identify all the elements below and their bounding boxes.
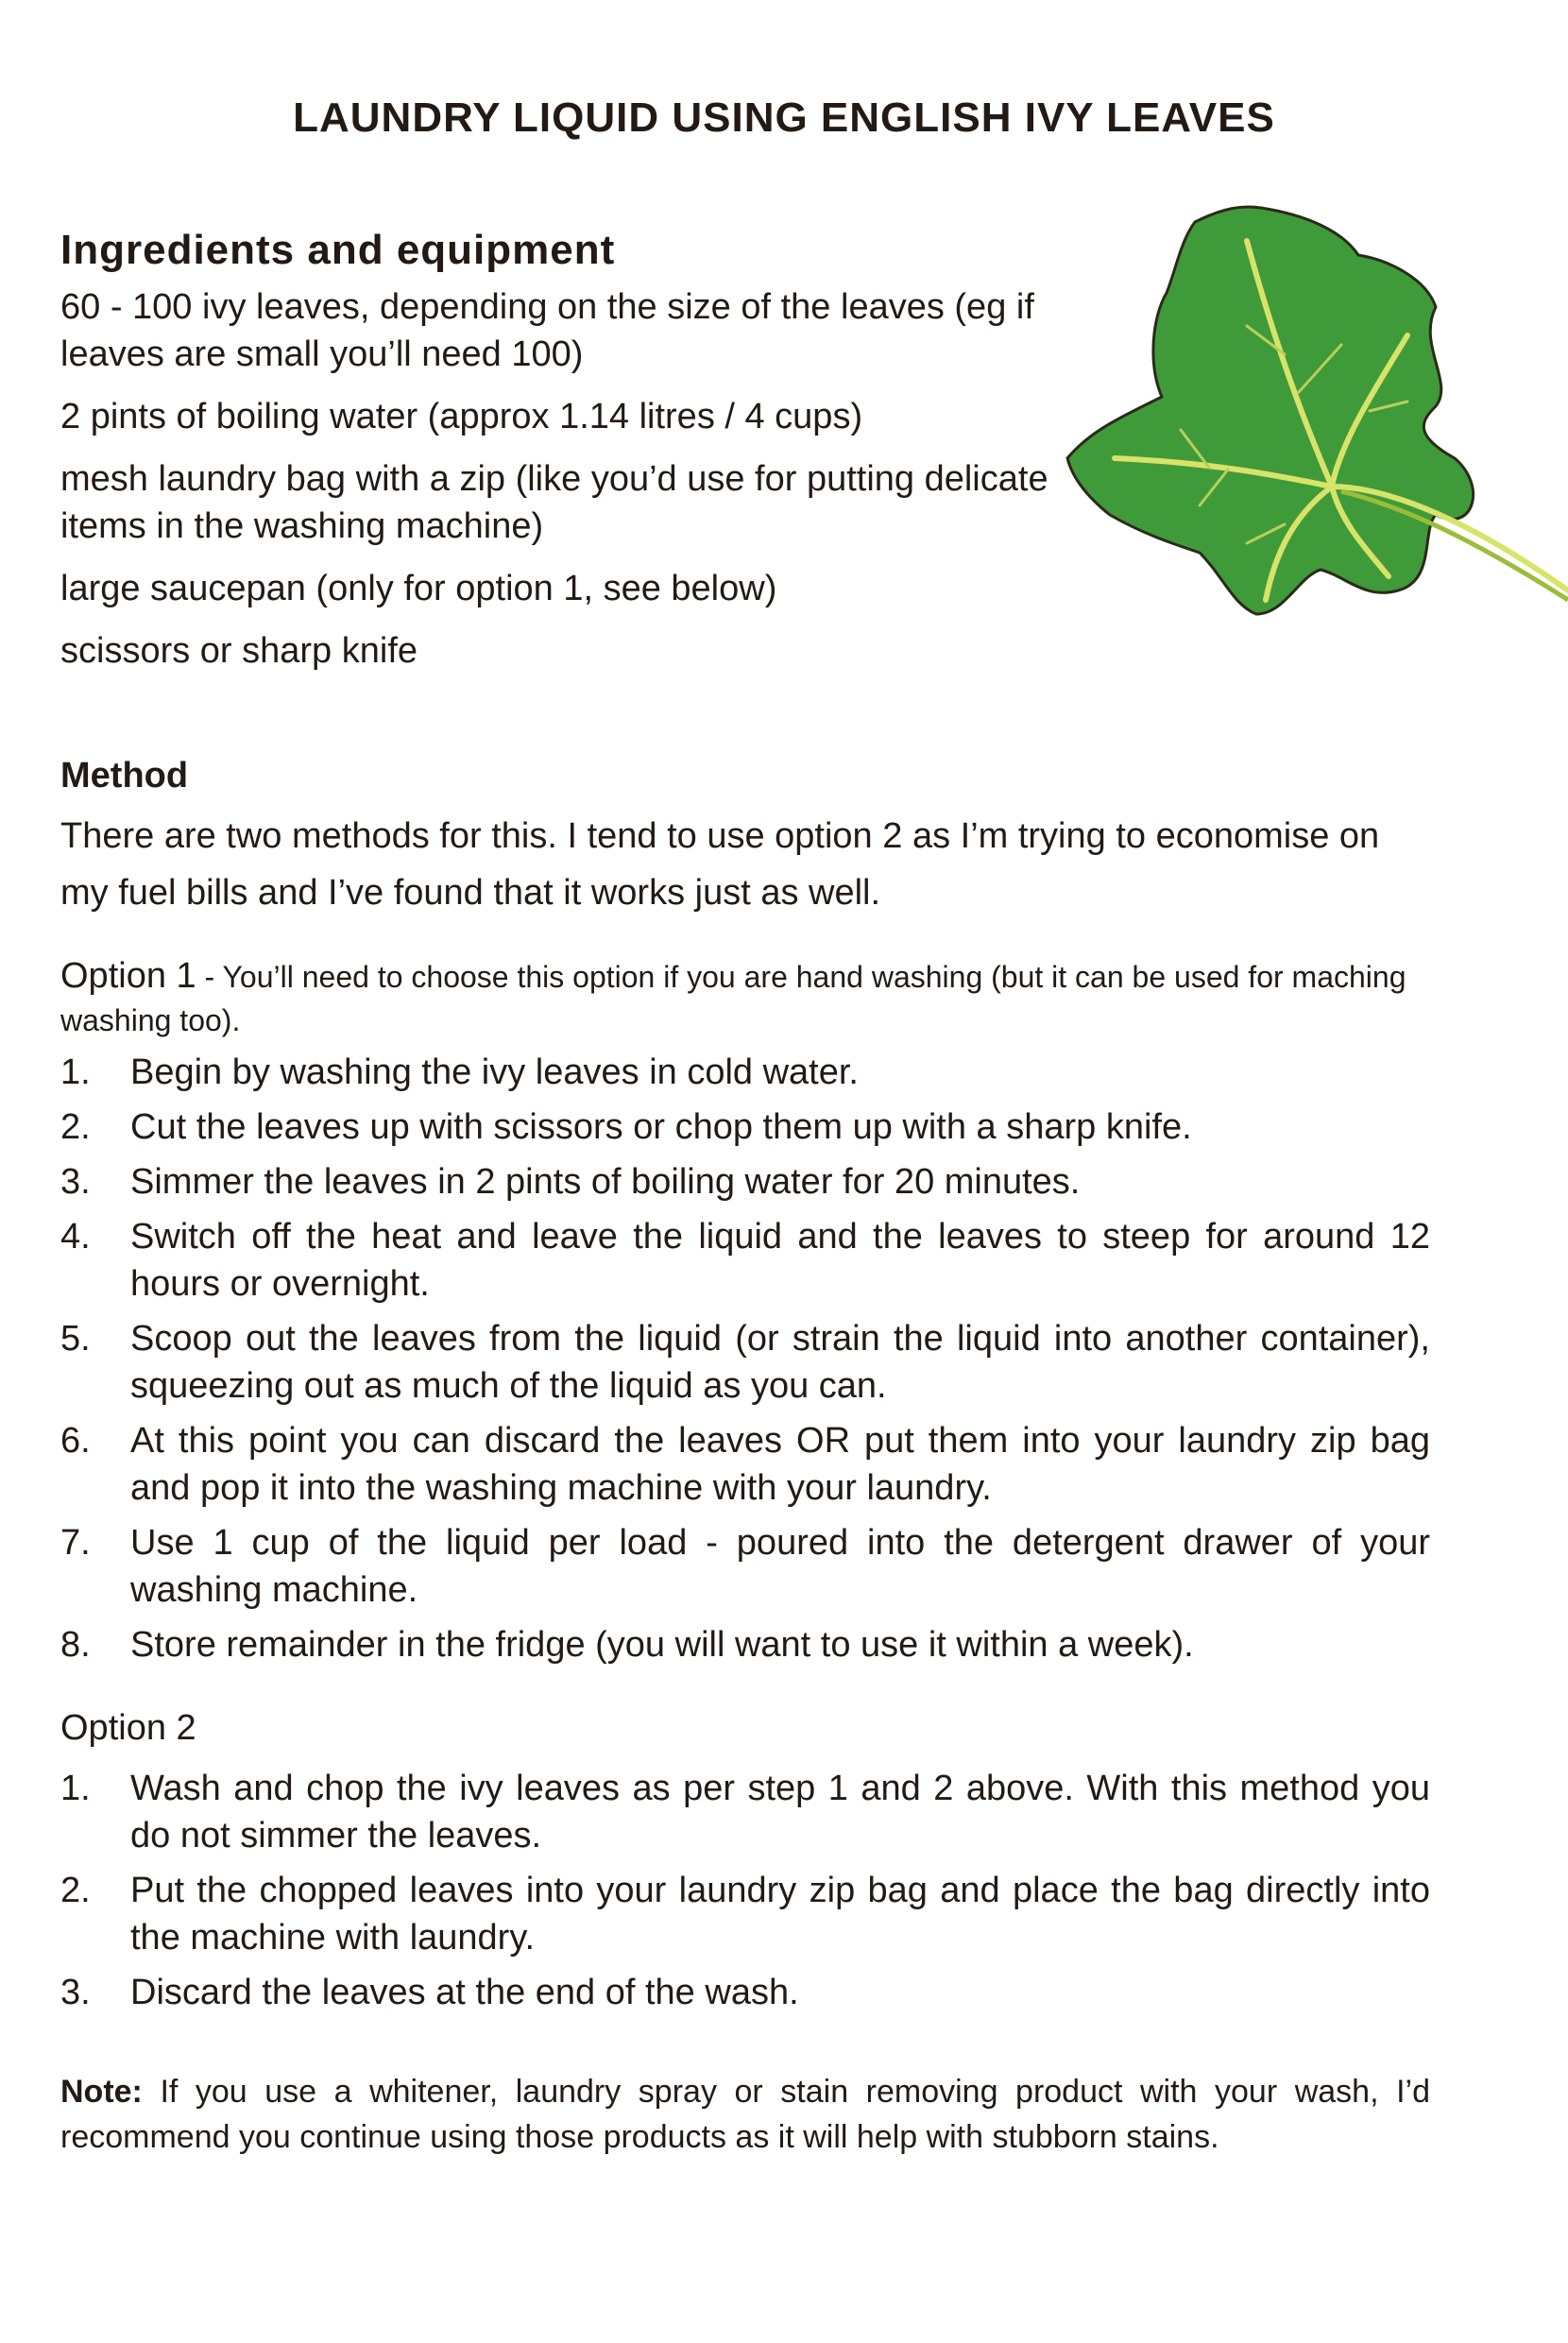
- step-number: 2.: [60, 1871, 91, 1910]
- ingredient-item: mesh laundry bag with a zip (like you’d use for putting delicate items in the washing machine): [60, 459, 1048, 546]
- step-item: [60, 1049, 1430, 1096]
- note-label: Note:: [60, 2074, 143, 2110]
- ivy-leaf-icon: [1058, 203, 1568, 638]
- step-number: 7.: [60, 1523, 91, 1563]
- ingredient-item: 60 - 100 ivy leaves, depending on the size of the leaves (eg if leaves are small you’ll need 100): [60, 287, 1034, 374]
- step-text: Simmer the leaves in 2 pints of boiling water for 20 minutes.: [130, 1162, 1081, 1202]
- step-number: 1.: [60, 1052, 91, 1092]
- step-text: Put the chopped leaves into your laundry zip bag and place the bag directly into the machine with laundry.: [130, 1871, 1430, 1958]
- step-text: Scoop out the leaves from the liquid (or strain the liquid into another container), squeezing out as much of the liquid as you can.: [130, 1319, 1430, 1406]
- option1-header: [60, 954, 1430, 1042]
- step-number: 4.: [60, 1217, 91, 1257]
- step-item: [60, 1315, 1430, 1410]
- step-item: [60, 1417, 1430, 1512]
- ingredients-list: [60, 283, 1062, 690]
- step-text: Use 1 cup of the liquid per load - poured into the detergent drawer of your washing machine.: [130, 1523, 1430, 1610]
- step-number: 5.: [60, 1319, 91, 1359]
- step-item: [60, 1158, 1430, 1206]
- option1-label: Option 1: [60, 956, 196, 996]
- option1-description: - You’ll need to choose this option if you are hand washing (but it can be used for maching washing too).: [60, 960, 1406, 1037]
- step-number: 2.: [60, 1107, 91, 1147]
- step-item: [60, 1867, 1430, 1961]
- method-intro: There are two methods for this. I tend to use option 2 as I’m trying to economise on my fuel bills and I’ve found that it works just as well.: [60, 816, 1380, 913]
- note-paragraph: [60, 2069, 1430, 2160]
- step-number: 1.: [60, 1769, 91, 1808]
- ingredient-item: large saucepan (only for option 1, see below): [60, 569, 777, 608]
- step-number: 6.: [60, 1421, 91, 1461]
- step-item: [60, 1103, 1430, 1151]
- step-item: [60, 1519, 1430, 1614]
- step-number: 3.: [60, 1973, 91, 2012]
- ingredient-item: 2 pints of boiling water (approx 1.14 litres / 4 cups): [60, 397, 863, 436]
- step-text: Cut the leaves up with scissors or chop them up with a sharp knife.: [130, 1107, 1192, 1147]
- step-item: [60, 1213, 1430, 1308]
- note-text: If you use a whitener, laundry spray or stain removing product with your wash, I’d recommend you continue using those products as it will help with stubborn stains.: [60, 2074, 1430, 2155]
- page-title: LAUNDRY LIQUID USING ENGLISH IVY LEAVES: [293, 94, 1275, 141]
- ingredients-heading: Ingredients and equipment: [60, 227, 616, 273]
- method-heading: Method: [60, 756, 189, 795]
- step-text: Switch off the heat and leave the liquid and the leaves to steep for around 12 hours or overnight.: [130, 1217, 1430, 1304]
- option1-steps: [60, 1049, 1430, 1676]
- step-text: Store remainder in the fridge (you will want to use it within a week).: [130, 1625, 1194, 1665]
- step-text: Wash and chop the ivy leaves as per step 1 and 2 above. With this method you do not simmer the leaves.: [130, 1769, 1430, 1856]
- ingredient-item: scissors or sharp knife: [60, 631, 418, 671]
- step-number: 3.: [60, 1162, 91, 1202]
- step-text: Discard the leaves at the end of the wash.: [130, 1973, 799, 2012]
- step-text: Begin by washing the ivy leaves in cold water.: [130, 1052, 859, 1092]
- step-text: At this point you can discard the leaves OR put them into your laundry zip bag and pop it into the washing machine with your laundry.: [130, 1421, 1430, 1508]
- option2-label: Option 2: [60, 1708, 196, 1748]
- step-item: [60, 1969, 1430, 2016]
- option2-steps: [60, 1765, 1430, 2024]
- step-item: [60, 1621, 1430, 1668]
- step-number: 8.: [60, 1625, 91, 1665]
- step-item: [60, 1765, 1430, 1859]
